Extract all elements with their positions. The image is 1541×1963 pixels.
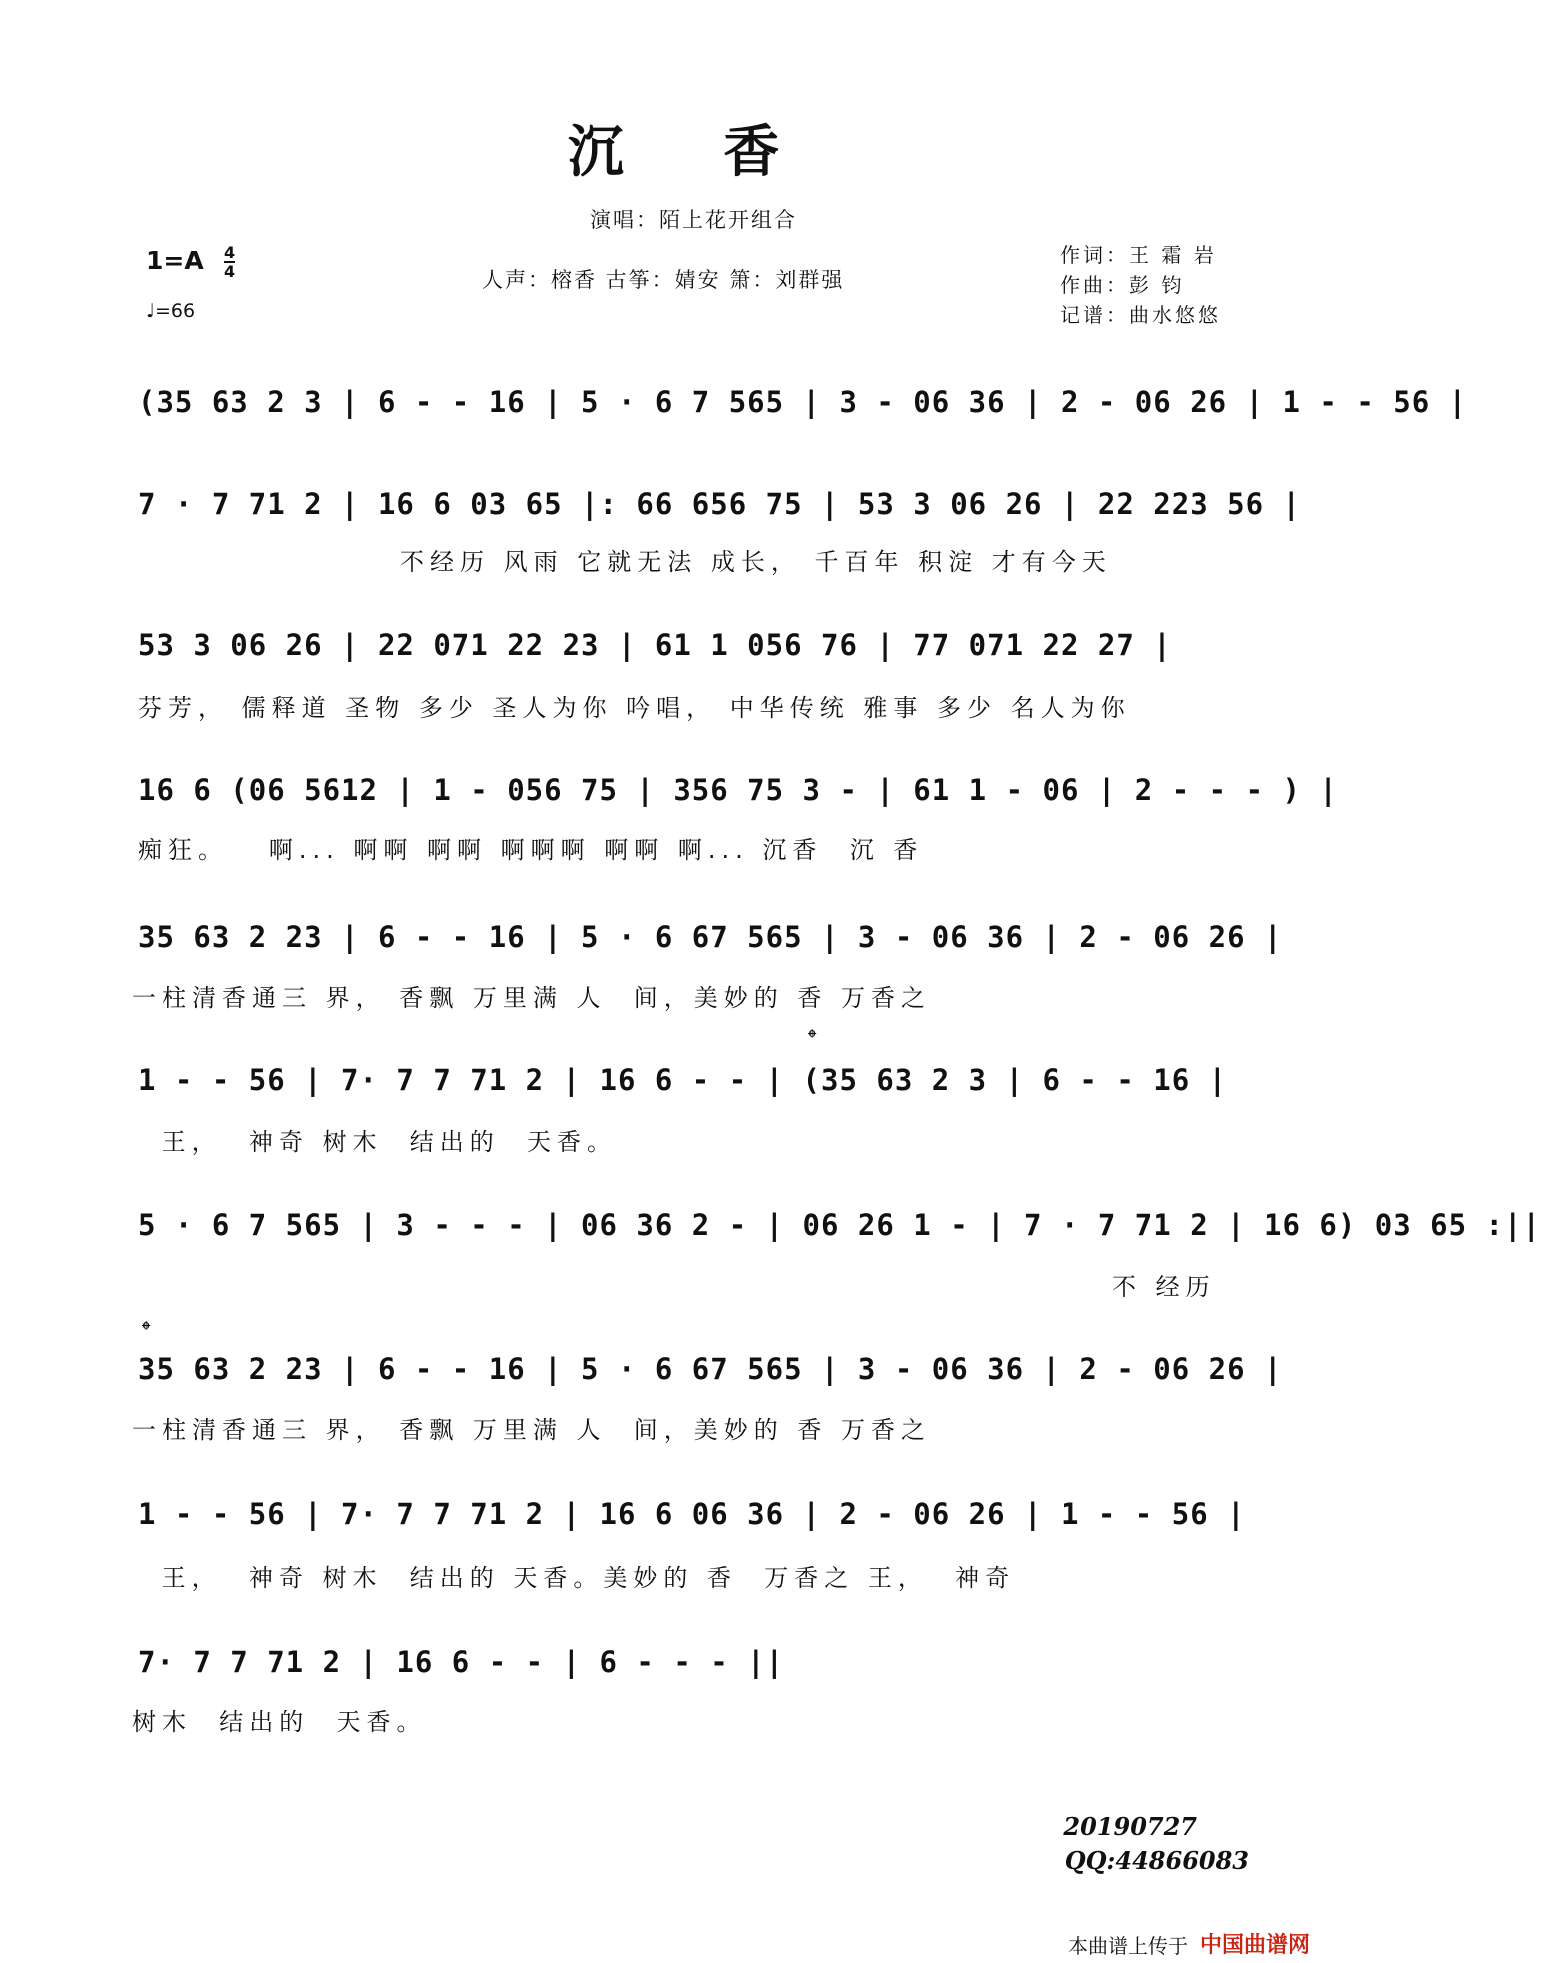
time-signature-denominator: 4 [224,262,236,281]
score-system-8-lyrics: 一柱清香通三 界， 香飘 万里满 人 间，美妙的 香 万香之 [132,1416,932,1444]
composer-credit: 作曲：彭 钧 [1060,273,1185,297]
coda-sign-1: 𝄌 [808,1024,817,1052]
key-signature: 1=A [146,246,204,275]
transcriber-credit: 记谱：曲水悠悠 [1060,303,1221,327]
score-system-6-notes: 1 - - 56 | 7· 7 7 71 2 | 16 6 - - | (35 63 2 3 | 6 - - 16 | [138,1063,1228,1097]
score-system-2-lyrics: 不经历 风雨 它就无法 成长， 千百年 积淀 才有今天 [400,548,1112,576]
score-system-10-lyrics: 树木 结出的 天香。 [132,1708,427,1736]
lyricist-credit: 作词：王 霜 岩 [1060,243,1217,267]
time-signature-numerator: 4 [224,243,236,262]
score-system-2-notes: 7 · 7 71 2 | 16 6 03 65 |: 66 656 75 | 53 3 06 26 | 22 223 56 | [138,487,1301,521]
score-system-9-lyrics: 王， 神奇 树木 结出的 天香。美妙的 香 万香之 王， 神奇 [148,1564,1016,1592]
instrument-credits: 人声：榕香 古筝：婧安 箫：刘群强 [482,268,845,292]
score-system-7-notes: 5 · 6 7 565 | 3 - - - | 06 36 2 - | 06 26 1 - | 7 · 7 71 2 | 16 6) 03 65 :|| [138,1208,1541,1242]
performer-credit: 演唱：陌上花开组合 [590,208,797,232]
score-system-9-notes: 1 - - 56 | 7· 7 7 71 2 | 16 6 06 36 | 2 - 06 26 | 1 - - 56 | [138,1497,1246,1531]
score-system-3-lyrics: 芬芳， 儒释道 圣物 多少 圣人为你 吟唱， 中华传统 雅事 多少 名人为你 [138,694,1131,722]
site-logo[interactable]: 中国曲谱网 [1200,1933,1311,1958]
credits-block [1060,240,1221,330]
signature-date: 20190727 [1063,1812,1197,1841]
tempo-marking: ♩=66 [146,300,196,322]
score-system-5-notes: 35 63 2 23 | 6 - - 16 | 5 · 6 67 565 | 3 - 06 36 | 2 - 06 26 | [138,920,1283,954]
score-system-7-lyrics: 不 经历 [1112,1273,1216,1301]
time-signature [224,244,235,280]
score-system-4-lyrics: 痴狂。 啊... 啊啊 啊啊 啊啊啊 啊啊 啊... 沉香 沉 香 [138,836,924,864]
score-system-1-notes: (35 63 2 3 | 6 - - 16 | 5 · 6 7 565 | 3 - 06 36 | 2 - 06 26 | 1 - - 56 | [138,385,1468,419]
score-system-6-lyrics: 王， 神奇 树木 结出的 天香。 [148,1128,618,1156]
score-system-8-notes: 35 63 2 23 | 6 - - 16 | 5 · 6 67 565 | 3 - 06 36 | 2 - 06 26 | [138,1352,1283,1386]
score-system-4-notes: 16 6 (06 5612 | 1 - 056 75 | 356 75 3 - | 61 1 - 06 | 2 - - - ) | [138,773,1338,807]
footer-upload-text: 本曲谱上传于 [1068,1934,1188,1958]
page-title: 沉 香 [567,119,820,185]
coda-sign-2: 𝄌 [142,1316,151,1344]
score-system-3-notes: 53 3 06 26 | 22 071 22 23 | 61 1 056 76 | 77 071 22 27 | [138,628,1172,662]
score-system-10-notes: 7· 7 7 71 2 | 16 6 - - | 6 - - - || [138,1645,785,1679]
score-system-5-lyrics: 一柱清香通三 界， 香飘 万里满 人 间，美妙的 香 万香之 [132,984,932,1012]
signature-qq: QQ:44866083 [1064,1846,1249,1875]
